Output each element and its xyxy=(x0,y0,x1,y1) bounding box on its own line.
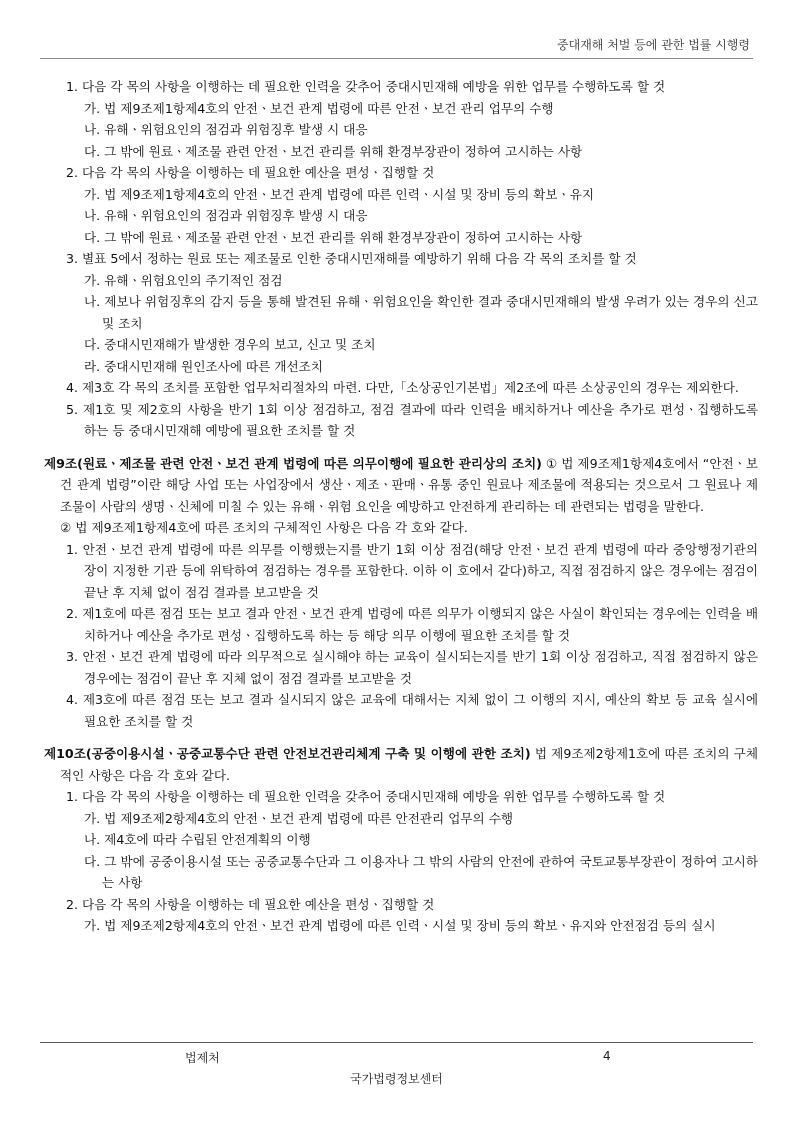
list-item: 1. 다음 각 목의 사항을 이행하는 데 필요한 인력을 갖추어 중대시민재해 예방을 위한 업무를 수행하도록 할 것 xyxy=(66,79,666,94)
list-item: 2. 다음 각 목의 사항을 이행하는 데 필요한 예산을 편성ㆍ집행할 것 xyxy=(66,165,435,180)
list-item: 3. 안전ㆍ보건 관계 법령에 따라 의무적으로 실시해야 하는 교육이 실시되는지를 반기 1회 이상 점검하고, 직접 점검하지 않은 경우에는 점검이 끝난 후 지체 없이 점검 결과를 보고받을 것 xyxy=(66,649,758,686)
spacer xyxy=(44,732,758,743)
sub-list-item: 가. 법 제9조제1항제4호의 안전ㆍ보건 관계 법령에 따른 안전ㆍ보건 관리 업무의 수행 xyxy=(84,100,554,116)
article-paragraph xyxy=(44,743,758,786)
sub-list-item: 나. 유해ㆍ위험요인의 점검과 위험징후 발생 시 대응 xyxy=(84,122,368,137)
sub-list-item: 다. 중대시민재해가 발생한 경우의 보고, 신고 및 조치 xyxy=(84,337,376,352)
footer-source: 법제처 xyxy=(185,1051,220,1065)
sub-list-item: 나. 유해ㆍ위험요인의 점검과 위험징후 발생 시 대응 xyxy=(84,208,368,223)
list-item: 2. 제1호에 따른 점검 또는 보고 결과 안전ㆍ보건 관계 법령에 따른 의무가 이행되지 않은 사실이 확인되는 경우에는 인력을 배치하거나 예산을 추가로 편성ㆍ집행하도록 하는 등 해당 의무 이행에 필요한 조치를 할 것 xyxy=(66,606,758,643)
list-item: 4. 제3호 각 목의 조치를 포함한 업무처리절차의 마련. 다만,「소상공인기본법」제2조에 따른 소상공인의 경우는 제외한다. xyxy=(66,380,739,395)
document-body xyxy=(44,76,758,937)
article-text: 법 제9조제2항제1호에 따른 조치의 구체적인 사항은 다음 각 호와 같다. xyxy=(60,746,758,783)
article-text: ① 법 제9조제1항제4호에서 “안전ㆍ보건 관계 법령”이란 해당 사업 또는 사업장에서 생산ㆍ제조ㆍ판매ㆍ유통 중인 원료나 제조물에 적용되는 것으로서 그 원료나 제조물이 사람의 생명ㆍ신체에 미칠 수 있는 유해ㆍ위험 요인을 예방하고 안전하게 관리하는 데 관련되는 법령을 말한다. xyxy=(60,455,759,514)
list-item: 3. 별표 5에서 정하는 원료 또는 제조물로 인한 중대시민재해를 예방하기 위해 다음 각 목의 조치를 할 것 xyxy=(66,251,637,266)
article-paragraph: ② 법 제9조제1항제4호에 따른 조치의 구체적인 사항은 다음 각 호와 같다. xyxy=(60,520,468,535)
list-item: 5. 제1호 및 제2호의 사항을 반기 1회 이상 점검하고, 점검 결과에 따라 인력을 배치하거나 예산을 추가로 편성ㆍ집행하도록 하는 등 중대시민재해 예방에 필요한 조치를 할 것 xyxy=(66,401,758,438)
sub-list-item: 나. 제보나 위험징후의 감지 등을 통해 발견된 유해ㆍ위험요인을 확인한 결과 중대시민재해의 발생 우려가 있는 경우의 신고 및 조치 xyxy=(84,294,758,331)
sub-list-item: 다. 그 밖에 원료ㆍ제조물 관련 안전ㆍ보건 관리를 위해 환경부장관이 정하여 고시하는 사항 xyxy=(84,143,583,159)
sub-list-item: 다. 그 밖에 원료ㆍ제조물 관련 안전ㆍ보건 관리를 위해 환경부장관이 정하여 고시하는 사항 xyxy=(84,229,583,245)
spacer xyxy=(44,442,758,453)
footer-divider xyxy=(40,1042,753,1043)
list-item: 1. 안전ㆍ보건 관계 법령에 따른 의무를 이행했는지를 반기 1회 이상 점검(해당 안전ㆍ보건 관계 법령에 따라 중앙행정기관의 장이 지정한 기관 등에 위탁하여 점검하는 경우를 포함한다. 이하 이 호에서 같다)하고, 직접 점검하지 않은 경우에는 점검이 끝난 후 지체 없이 점검 결과를 보고받을 것 xyxy=(66,541,758,600)
page-number: 4 xyxy=(603,1049,611,1063)
article-title: 제9조(원료ㆍ제조물 관련 안전ㆍ보건 관계 법령에 따른 의무이행에 필요한 관리상의 조치) xyxy=(44,455,542,471)
sub-list-item: 가. 법 제9조제2항제4호의 안전ㆍ보건 관계 법령에 따른 인력ㆍ시설 및 장비 등의 확보ㆍ유지와 안전점검 등의 실시 xyxy=(84,918,716,933)
list-item: 2. 다음 각 목의 사항을 이행하는 데 필요한 예산을 편성ㆍ집행할 것 xyxy=(66,896,435,912)
article-9 xyxy=(44,453,758,733)
sub-list-item: 가. 법 제9조제1항제4호의 안전ㆍ보건 관계 법령에 따른 인력ㆍ시설 및 장비 등의 확보ㆍ유지 xyxy=(84,186,595,202)
sub-list-item: 가. 유해ㆍ위험요인의 주기적인 점검 xyxy=(84,272,283,288)
list-item: 4. 제3호에 따른 점검 또는 보고 결과 실시되지 않은 교육에 대해서는 지체 없이 그 이행의 지시, 예산의 확보 등 교육 실시에 필요한 조치를 할 것 xyxy=(66,692,758,729)
document-header-title: 중대재해 처벌 등에 관한 법률 시행령 xyxy=(557,38,750,52)
sub-list-item: 다. 그 밖에 공중이용시설 또는 공중교통수단과 그 이용자나 그 밖의 사람의 안전에 관하여 국토교통부장관이 정하여 고시하는 사항 xyxy=(84,853,758,890)
sub-list-item: 라. 중대시민재해 원인조사에 따른 개선조치 xyxy=(84,358,323,374)
sub-list-item: 가. 법 제9조제2항제4호의 안전ㆍ보건 관계 법령에 따른 안전관리 업무의 수행 xyxy=(84,810,514,826)
header-divider xyxy=(40,58,753,59)
list-item: 1. 다음 각 목의 사항을 이행하는 데 필요한 인력을 갖추어 중대시민재해 예방을 위한 업무를 수행하도록 할 것 xyxy=(66,789,666,804)
article-title: 제10조(공중이용시설ㆍ공중교통수단 관련 안전보건관리체계 구축 및 이행에 관한 조치) xyxy=(44,746,531,761)
article-8-continuation xyxy=(44,76,758,442)
footer-center-label: 국가법령정보센터 xyxy=(350,1072,443,1086)
article-paragraph xyxy=(44,453,758,518)
article-10 xyxy=(44,743,758,937)
sub-list-item: 나. 제4호에 따라 수립된 안전계획의 이행 xyxy=(84,832,311,847)
